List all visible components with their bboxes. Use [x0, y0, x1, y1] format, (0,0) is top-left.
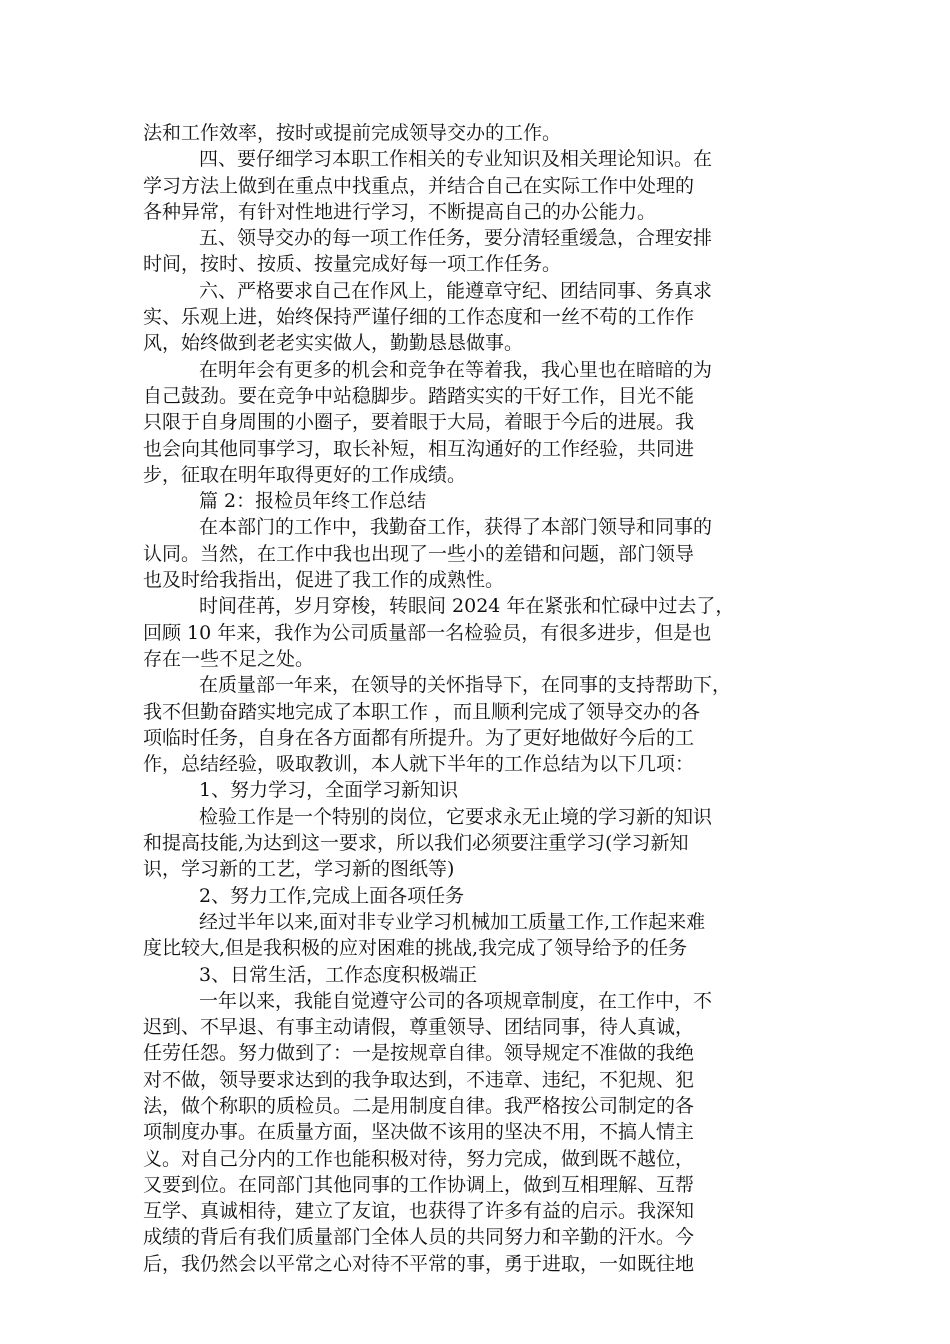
text-line: 成绩的背后有我们质量部门全体人员的共同努力和辛勤的汗水。今	[143, 1226, 695, 1249]
text-line: 自己鼓劲。要在竞争中站稳脚步。踏踏实实的干好工作，目光不能	[143, 384, 695, 407]
text-line: 检验工作是一个特别的岗位，它要求永无止境的学习新的知识	[199, 805, 713, 828]
text-line: 和提高技能,为达到这一要求，所以我们必须要注重学习(学习新知	[143, 832, 689, 855]
item-heading: 1、努力学习，全面学习新知识	[199, 779, 459, 802]
text-line: 作，总结经验，吸取教训，本人就下半年的工作总结为以下几项：	[143, 753, 695, 776]
text-line: 风，始终做到老老实实做人，勤勤恳恳做事。	[143, 332, 524, 355]
text-line: 五、领导交办的每一项工作任务，要分清轻重缓急，合理安排	[199, 227, 713, 250]
text-line: 六、严格要求自己在作风上，能遵章守纪、团结同事、务真求	[199, 279, 713, 302]
item-heading: 2、努力工作,完成上面各项任务	[199, 884, 465, 907]
text-line: 实、乐观上进，始终保持严谨仔细的工作态度和一丝不苟的工作作	[143, 306, 695, 329]
text-line: 只限于自身周围的小圈子，要着眼于大局，着眼于今后的进展。我	[143, 411, 695, 434]
text-line: 度比较大,但是我积极的应对困难的挑战,我完成了领导给予的任务	[143, 937, 688, 960]
document-body	[143, 120, 818, 1277]
section-heading: 篇 2：报检员年终工作总结	[199, 490, 427, 513]
text-line: 回顾 10 年来，我作为公司质量部一名检验员，有很多进步，但是也	[143, 621, 712, 644]
text-line: 在明年会有更多的机会和竞争在等着我，我心里也在暗暗的为	[199, 358, 713, 381]
text-line: 又要到位。在同部门其他同事的工作协调上，做到互相理解、互帮	[143, 1173, 695, 1196]
text-line: 时间荏苒，岁月穿梭，转眼间 2024 年在紧张和忙碌中过去了，	[199, 595, 735, 618]
text-line: 一年以来，我能自觉遵守公司的各项规章制度，在工作中，不	[199, 989, 713, 1012]
text-line: 存在一些不足之处。	[143, 647, 315, 670]
text-line: 各种异常，有针对性地进行学习，不断提高自己的办公能力。	[143, 200, 657, 223]
text-line: 对不做，领导要求达到的我争取达到，不违章、违纪，不犯规、犯	[143, 1068, 695, 1091]
text-line: 认同。当然，在工作中我也出现了一些小的差错和问题，部门领导	[143, 542, 695, 565]
text-line: 在质量部一年来，在领导的关怀指导下，在同事的支持帮助下，	[199, 674, 732, 697]
text-line: 法和工作效率，按时或提前完成领导交办的工作。	[143, 122, 562, 144]
item-heading: 3、日常生活，工作态度积极端正	[199, 963, 478, 986]
text-line: 任劳任怨。努力做到了：一是按规章自律。领导规定不准做的我绝	[143, 1042, 695, 1065]
text-line: 我不但勤奋踏实地完成了本职工作 ，而且顺利完成了领导交办的各	[143, 700, 701, 723]
text-line: 迟到、不早退、有事主动请假，尊重领导、团结同事，待人真诚，	[143, 1016, 695, 1039]
text-line: 学习方法上做到在重点中找重点，并结合自己在实际工作中处理的	[143, 174, 695, 197]
text-line: 经过半年以来,面对非专业学习机械加工质量工作,工作起来难	[199, 910, 706, 933]
text-line: 识，学习新的工艺，学习新的图纸等)	[143, 858, 455, 881]
text-line: 步，征取在明年取得更好的工作成绩。	[143, 463, 467, 486]
text-line: 互学、真诚相待，建立了友谊，也获得了许多有益的启示。我深知	[143, 1200, 695, 1223]
text-line: 项临时任务，自身在各方面都有所提升。为了更好地做好今后的工	[143, 726, 695, 749]
text-line: 法，做个称职的质检员。二是用制度自律。我严格按公司制定的各	[143, 1094, 695, 1117]
text-line: 四、要仔细学习本职工作相关的专业知识及相关理论知识。在	[199, 148, 713, 171]
text-line: 在本部门的工作中，我勤奋工作，获得了本部门领导和同事的	[199, 516, 713, 539]
text-line: 也及时给我指出，促进了我工作的成熟性。	[143, 569, 505, 592]
text-line: 也会向其他同事学习，取长补短，相互沟通好的工作经验，共同进	[143, 437, 695, 460]
text-line: 后，我仍然会以平常之心对待不平常的事，勇于进取，一如既往地	[143, 1252, 695, 1275]
text-line: 义。对自己分内的工作也能积极对待，努力完成，做到既不越位，	[143, 1147, 695, 1170]
text-line: 时间，按时、按质、按量完成好每一项工作任务。	[143, 253, 562, 276]
text-line: 项制度办事。在质量方面，坚决做不该用的坚决不用，不搞人情主	[143, 1121, 695, 1144]
